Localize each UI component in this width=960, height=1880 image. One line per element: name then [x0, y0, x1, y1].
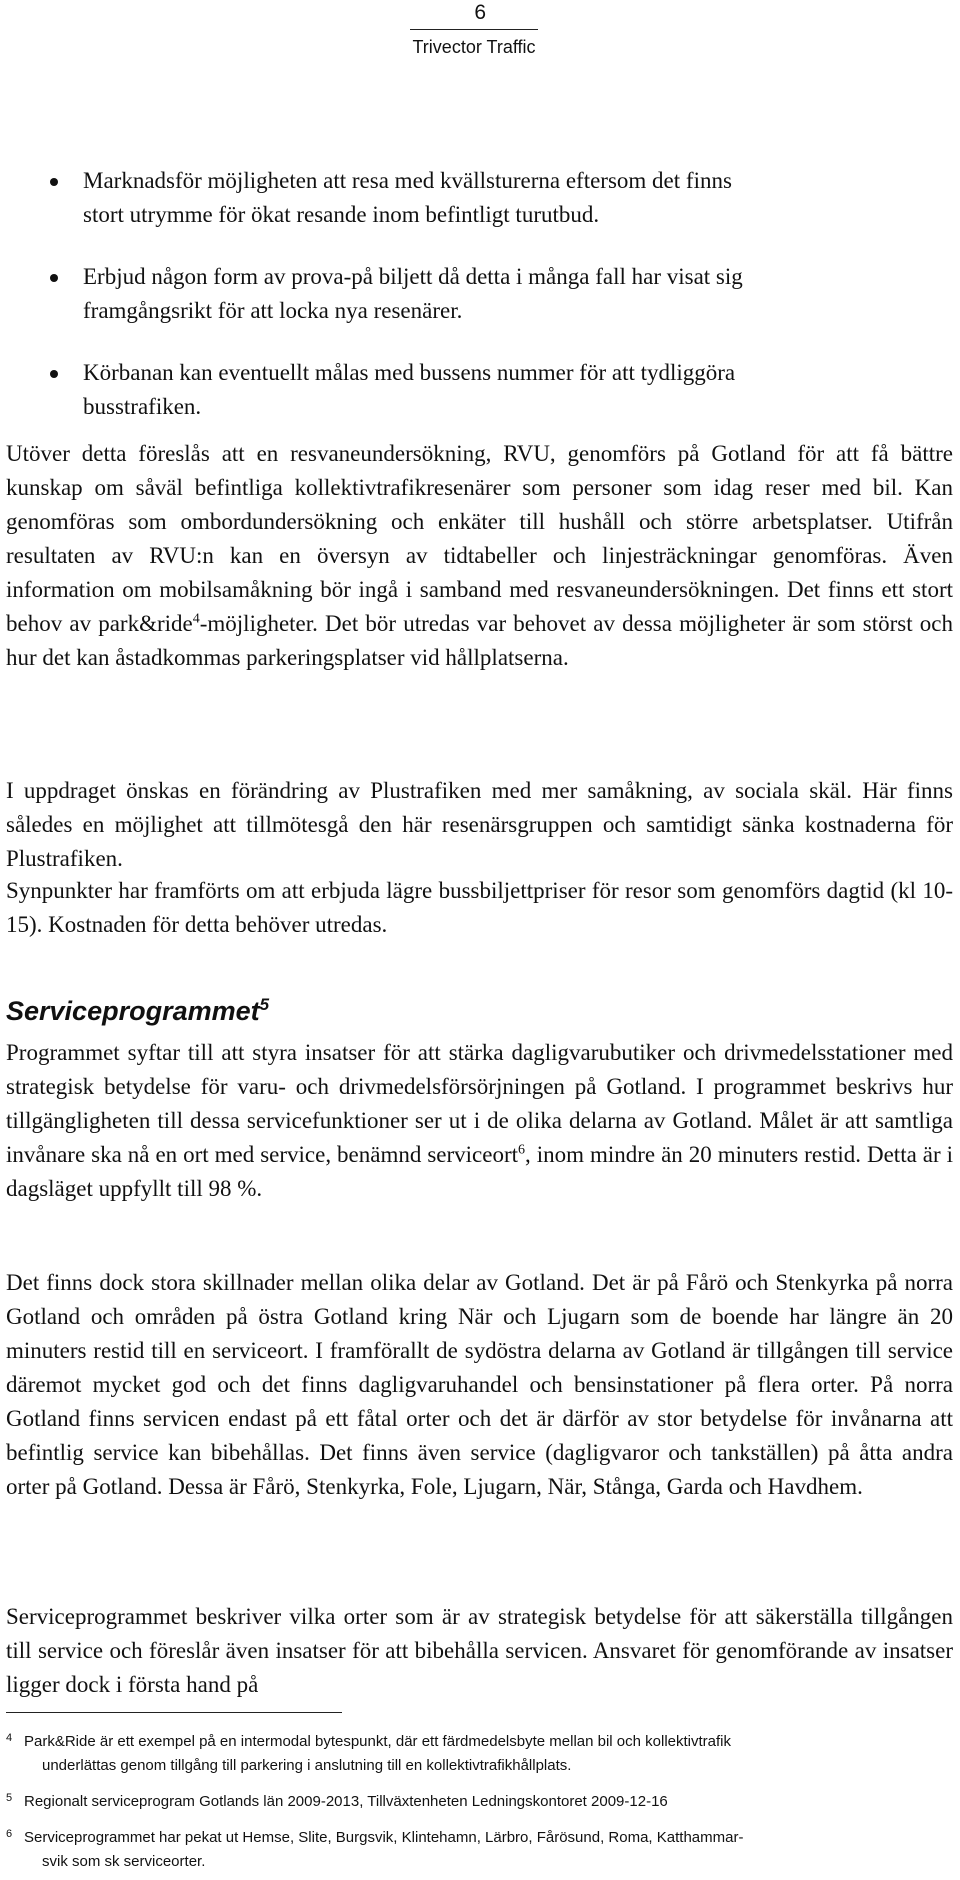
list-item-line: Marknadsför möjligheten att resa med kvällsturerna eftersom det finns [83, 168, 732, 193]
header-rule [410, 29, 538, 30]
paragraph-rvu [6, 437, 953, 675]
running-title: Trivector Traffic [412, 37, 536, 57]
paragraph-text: Utöver detta föreslås att en resvaneundersökning, RVU, genomförs på Gotland för att få bättre kunskap om såväl befintliga kollektivtrafikresenärer som personer som idag reser med bil. Kan genomföras som ombordundersökning och enkäter till hushåll och större arbetsplatser. Utifrån resultaten av RVU:n kan en översyn av tidtabeller och linjesträckningar genomföras. Även information om mobilsamåkning bör ingå i samband med resvaneundersökningen. Det finns ett stort behov av park&ride [6, 441, 953, 636]
paragraph-skillnader: Det finns dock stora skillnader mellan olika delar av Gotland. Det är på Fårö och Stenkyrka på norra Gotland och områden på östra Gotland kring När och Ljugarn som de boende har längre än 20 minuters restid till en serviceort. I framförallt de sydöstra delarna av Gotland är tillgången till service däremot mycket god och det finns dagligvaruhandel och bensinstationer på flera orter. På norra Gotland finns servicen endast på ett fåtal orter och det är därför av stor betydelse för invånarna att befintlig service kan bibehållas. Det finns även service (dagligvaror och tankställen) på åtta andra orter på Gotland. Dessa är Fårö, Stenkyrka, Fole, Ljugarn, När, Stånga, Garda och Havdhem. [6, 1270, 953, 1499]
list-item-line: Erbjud någon form av prova-på biljett då detta i många fall har visat sig [83, 264, 743, 289]
list-item [0, 356, 954, 424]
footnote-text: Park&Ride är ett exempel på en intermodal bytespunkt, där ett färdmedelsbyte mellan bil och kollektivtrafik [24, 1733, 732, 1750]
footnote-text: underlättas genom tillgång till parkering i anslutning till en kollektivtrafikhållplats. [42, 1757, 572, 1774]
paragraph-plustrafiken: I uppdraget önskas en förändring av Plustrafiken med mer samåkning, av sociala skäl. Här finns således en möjlighet att tillmötesgå den här resenärsgruppen och samtidigt sänka kostnaderna för Plustrafiken. [6, 778, 953, 871]
footnote-mark: 4 [6, 1732, 13, 1744]
bullet-icon [50, 370, 58, 378]
footnote-5 [6, 1790, 956, 1814]
list-item-line: busstrafiken. [83, 394, 202, 419]
footnote-text: Serviceprogrammet har pekat ut Hemse, Slite, Burgsvik, Klintehamn, Lärbro, Fårösund, Roma, Katthammar- [24, 1829, 744, 1846]
paragraph-text: Programmet syftar till att styra insatser för att stärka dagligvarubutiker och drivmedelsstationer med strategisk betydelse för varu- och drivmedelsförsörjningen på Gotland. I programmet beskrivs hur tillgängligheten till dessa servicefunktioner ser ut i de olika delarna av Gotland. Målet är att samtliga invånare ska nå en ort med service, benämnd serviceort [6, 1040, 953, 1167]
list-item [0, 260, 954, 328]
footnote-mark: 6 [6, 1828, 13, 1840]
section-heading [6, 994, 269, 1028]
paragraph-programmet [6, 1036, 953, 1206]
page-number: 6 [474, 1, 486, 24]
paragraph-text: -möjligheter. Det bör utredas var behovet av dessa möjligheter är som störst och hur det kan åstadkommas parkeringsplatser vid hållplatserna. [6, 611, 953, 670]
section-heading-text: Serviceprogrammet [6, 996, 260, 1026]
footnote-6 [6, 1826, 956, 1874]
bullet-icon [50, 274, 58, 282]
footnote-rule [6, 1712, 342, 1713]
footnote-ref: 5 [259, 995, 270, 1014]
list-item-line: stort utrymme för ökat resande inom befintligt turutbud. [83, 202, 600, 227]
footnote-mark: 5 [6, 1792, 13, 1804]
footnote-text: Regionalt serviceprogram Gotlands län 2009-2013, Tillväxtenheten Ledningskontoret 2009-12-16 [24, 1793, 668, 1810]
footnote-text: svik som sk serviceorter. [42, 1853, 206, 1870]
bullet-icon [50, 178, 58, 186]
paragraph-synpunkter: Synpunkter har framförts om att erbjuda lägre bussbiljettpriser för resor som genomförs dagtid (kl 10-15). Kostnaden för detta behöver utredas. [6, 878, 953, 937]
footnote-4 [6, 1730, 956, 1778]
paragraph-text: , inom mindre än 20 minuters restid. Detta är i dagsläget uppfyllt till 98 %. [6, 1142, 953, 1201]
recommendation-list [0, 164, 960, 452]
paragraph-strategisk: Serviceprogrammet beskriver vilka orter som är av strategisk betydelse för att säkerställa tillgången till service och föreslår även insatser för att bibehålla servicen. Ansvaret för genomförande av insatser ligger dock i första hand på [6, 1604, 953, 1697]
footnote-ref: 6 [518, 1142, 525, 1158]
list-item-line: framgångsrikt för att locka nya resenärer. [83, 298, 463, 323]
list-item-line: Körbanan kan eventuellt målas med bussens nummer för att tydliggöra [83, 360, 736, 385]
list-item [0, 164, 954, 232]
footnote-ref: 4 [192, 611, 200, 627]
